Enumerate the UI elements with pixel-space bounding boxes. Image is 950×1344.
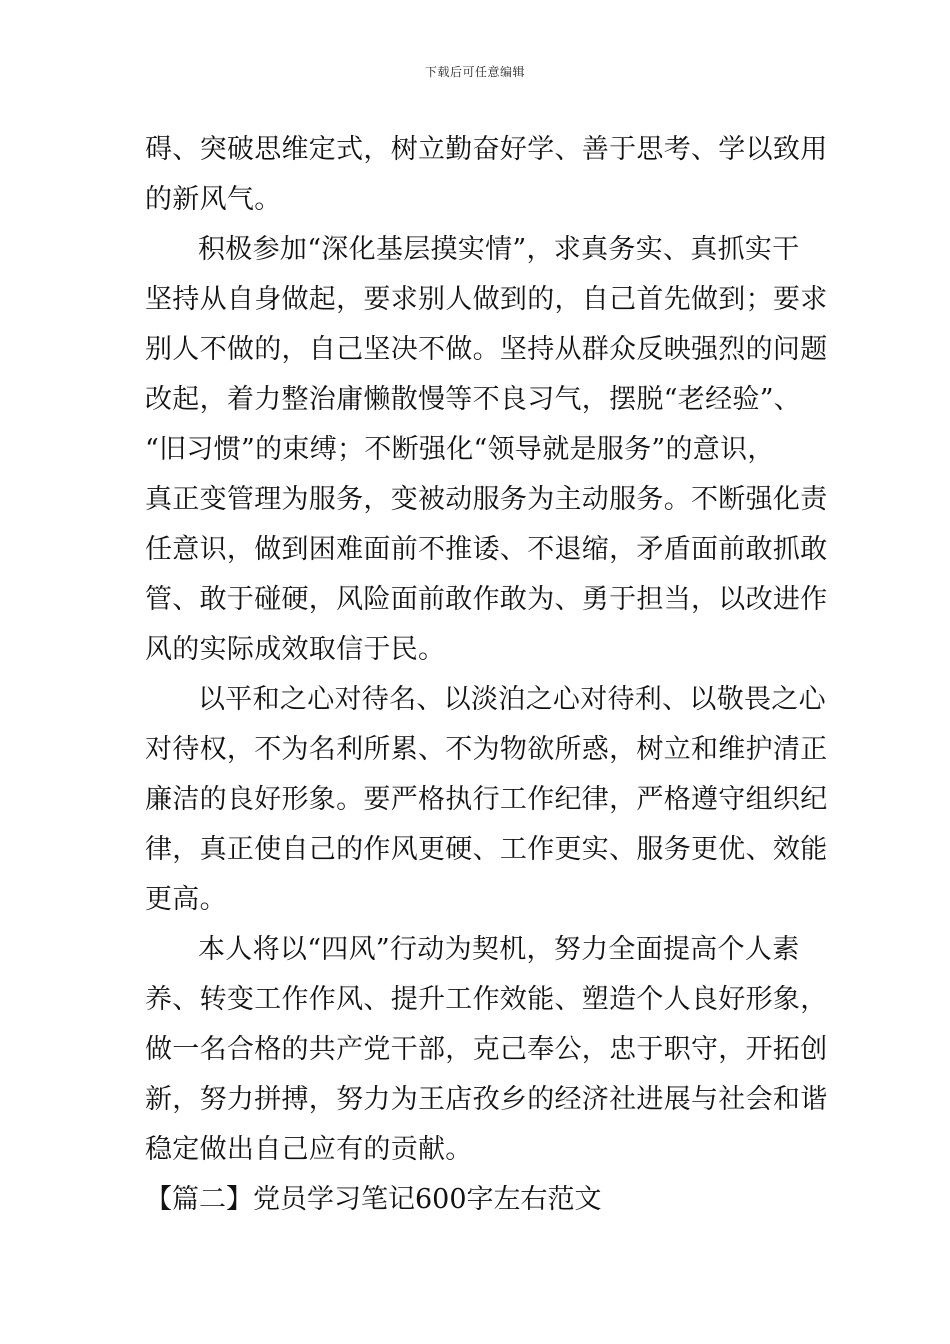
paragraph-2-line-5: “旧习惯”的束缚；不断强化“领导就是服务”的意识， — [145, 434, 775, 465]
paragraph-1-line-1: 碍、突破思维定式，树立勤奋好学、善于思考、学以致用 — [145, 134, 828, 165]
paragraph-2-line-9: 风的实际成效取信于民。 — [145, 634, 446, 665]
paragraph-4-line-3: 做一名合格的共产党干部，克己奉公，忠于职守，开拓创 — [145, 1034, 828, 1065]
paragraph-3-line-5: 更高。 — [145, 884, 227, 915]
paragraph-2-line-1: 积极参加“深化基层摸实情”，求真务实、真抓实干 — [198, 234, 800, 265]
paragraph-4-line-4: 新，努力拼搏，努力为王店孜乡的经济社进展与社会和谐 — [145, 1084, 828, 1115]
paragraph-2-line-6: 真正变管理为服务，变被动服务为主动服务。不断强化责 — [145, 484, 828, 515]
paragraph-4-line-5: 稳定做出自己应有的贡献。 — [145, 1134, 473, 1165]
paragraph-4-line-2: 养、转变工作作风、提升工作效能、塑造个人良好形象， — [145, 984, 828, 1015]
paragraph-3-line-2: 对待权，不为名利所累、不为物欲所惑，树立和维护清正 — [145, 734, 828, 765]
paragraph-3-line-4: 律，真正使自己的作风更硬、工作更实、服务更优、效能 — [145, 834, 828, 865]
section-title: 【篇二】党员学习笔记600字左右范文 — [145, 1184, 602, 1215]
paragraph-4-line-1: 本人将以“四风”行动为契机，努力全面提高个人素 — [198, 934, 800, 965]
paragraph-1-line-2: 的新风气。 — [145, 184, 282, 215]
paragraph-3-line-3: 廉洁的良好形象。要严格执行工作纪律，严格遵守组织纪 — [145, 784, 828, 815]
page-header-note: 下载后可任意编辑 — [424, 65, 525, 79]
paragraph-3-line-1: 以平和之心对待名、以淡泊之心对待利、以敬畏之心 — [198, 684, 826, 715]
document-body — [145, 125, 828, 1225]
paragraph-2-line-2: 坚持从自身做起，要求别人做到的，自己首先做到；要求 — [145, 284, 828, 315]
paragraph-2-line-8: 管、敢于碰硬，风险面前敢作敢为、勇于担当，以改进作 — [145, 584, 828, 615]
paragraph-2-line-4: 改起，着力整治庸懒散慢等不良习气，摆脱“老经验”、 — [145, 384, 802, 415]
paragraph-2-line-3: 别人不做的，自己坚决不做。坚持从群众反映强烈的问题 — [145, 334, 828, 365]
paragraph-2-line-7: 任意识，做到困难面前不推诿、不退缩，矛盾面前敢抓敢 — [145, 534, 828, 565]
